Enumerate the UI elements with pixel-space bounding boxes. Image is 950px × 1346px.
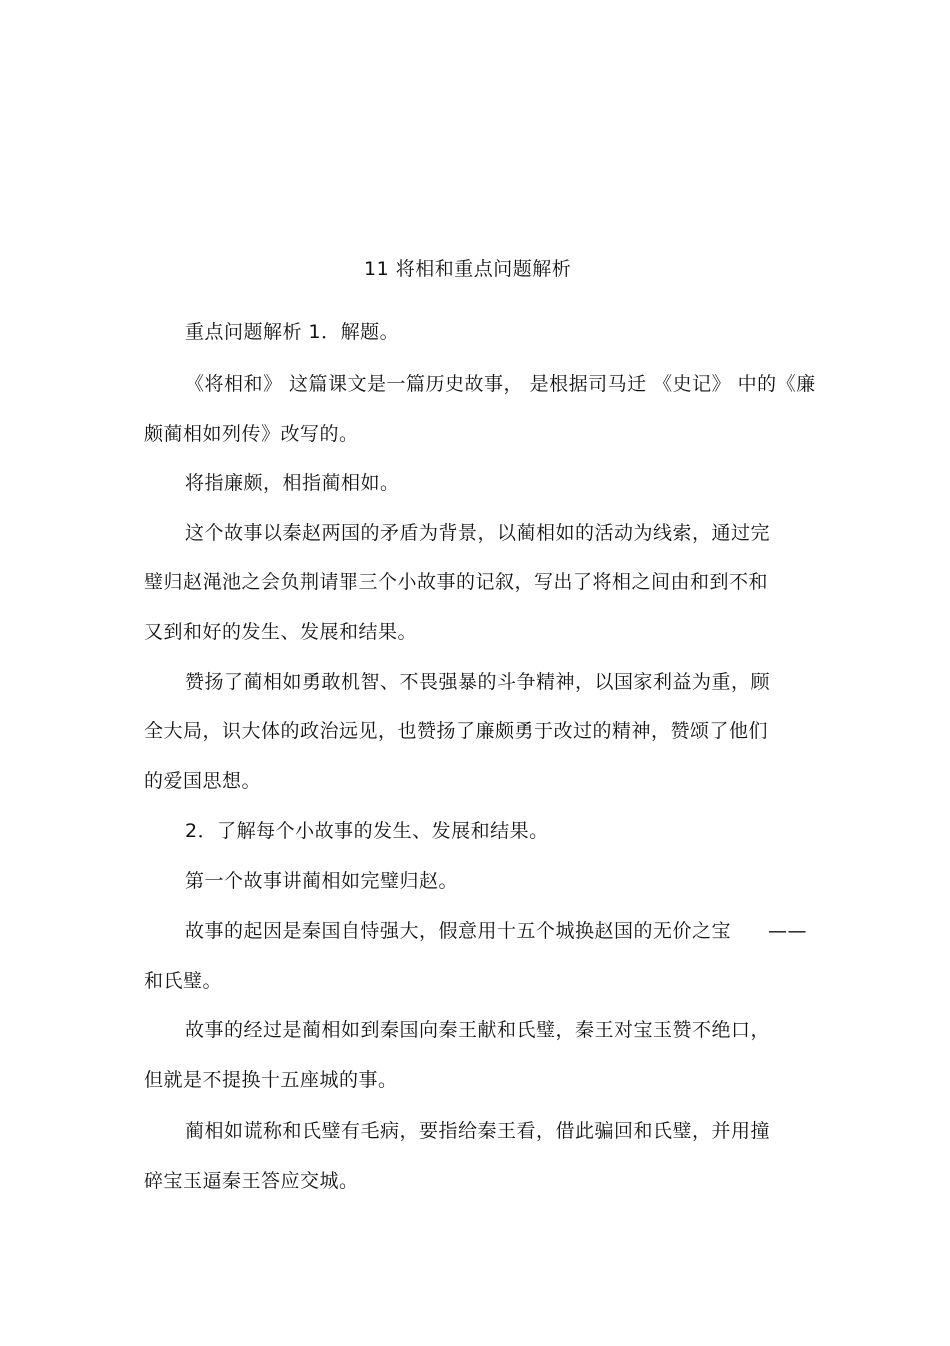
- paragraph-line: 碎宝玉逼秦王答应交城。: [144, 1170, 359, 1192]
- paragraph-line: 又到和好的发生、发展和结果。: [144, 621, 418, 643]
- paragraph-line: 全大局，识大体的政治远见，也赞扬了廉颇勇于改过的精神，赞颂了他们: [144, 720, 769, 742]
- paragraph-line: 蔺相如谎称和氏璧有毛病，要指给秦王看，借此骗回和氏璧，并用撞: [185, 1120, 771, 1142]
- paragraph-line: 赞扬了蔺相如勇敢机智、不畏强暴的斗争精神，以国家利益为重，顾: [185, 671, 771, 693]
- paragraph-line: 但就是不提换十五座城的事。: [144, 1069, 398, 1091]
- page-title: 11 将相和重点问题解析: [364, 258, 572, 280]
- paragraph-line: 第一个故事讲蔺相如完璧归赵。: [185, 870, 459, 892]
- section-heading: 重点问题解析 1．解题。: [185, 321, 400, 343]
- paragraph-line: 璧归赵渑池之会负荆请罪三个小故事的记叙，写出了将相之间由和到不和: [144, 571, 769, 593]
- paragraph-line: 《将相和》 这篇课文是一篇历史故事， 是根据司马迁 《史记》 中的《廉: [185, 373, 816, 395]
- paragraph-line: 颇蔺相如列传》改写的。: [144, 423, 359, 445]
- dash-mark: ——: [768, 920, 807, 942]
- paragraph-line: 的爱国思想。: [144, 770, 262, 792]
- paragraph-line: 将指廉颇，相指蔺相如。: [185, 472, 400, 494]
- paragraph-line: 故事的经过是蔺相如到秦国向秦王献和氏璧，秦王对宝玉赞不绝口，: [185, 1019, 771, 1041]
- paragraph-line: 和氏璧。: [144, 970, 223, 992]
- paragraph-line: 故事的起因是秦国自恃强大，假意用十五个城换赵国的无价之宝: [185, 920, 732, 942]
- section-heading: 2．了解每个小故事的发生、发展和结果。: [185, 820, 549, 842]
- paragraph-line: 这个故事以秦赵两国的矛盾为背景，以蔺相如的活动为线索，通过完: [185, 522, 771, 544]
